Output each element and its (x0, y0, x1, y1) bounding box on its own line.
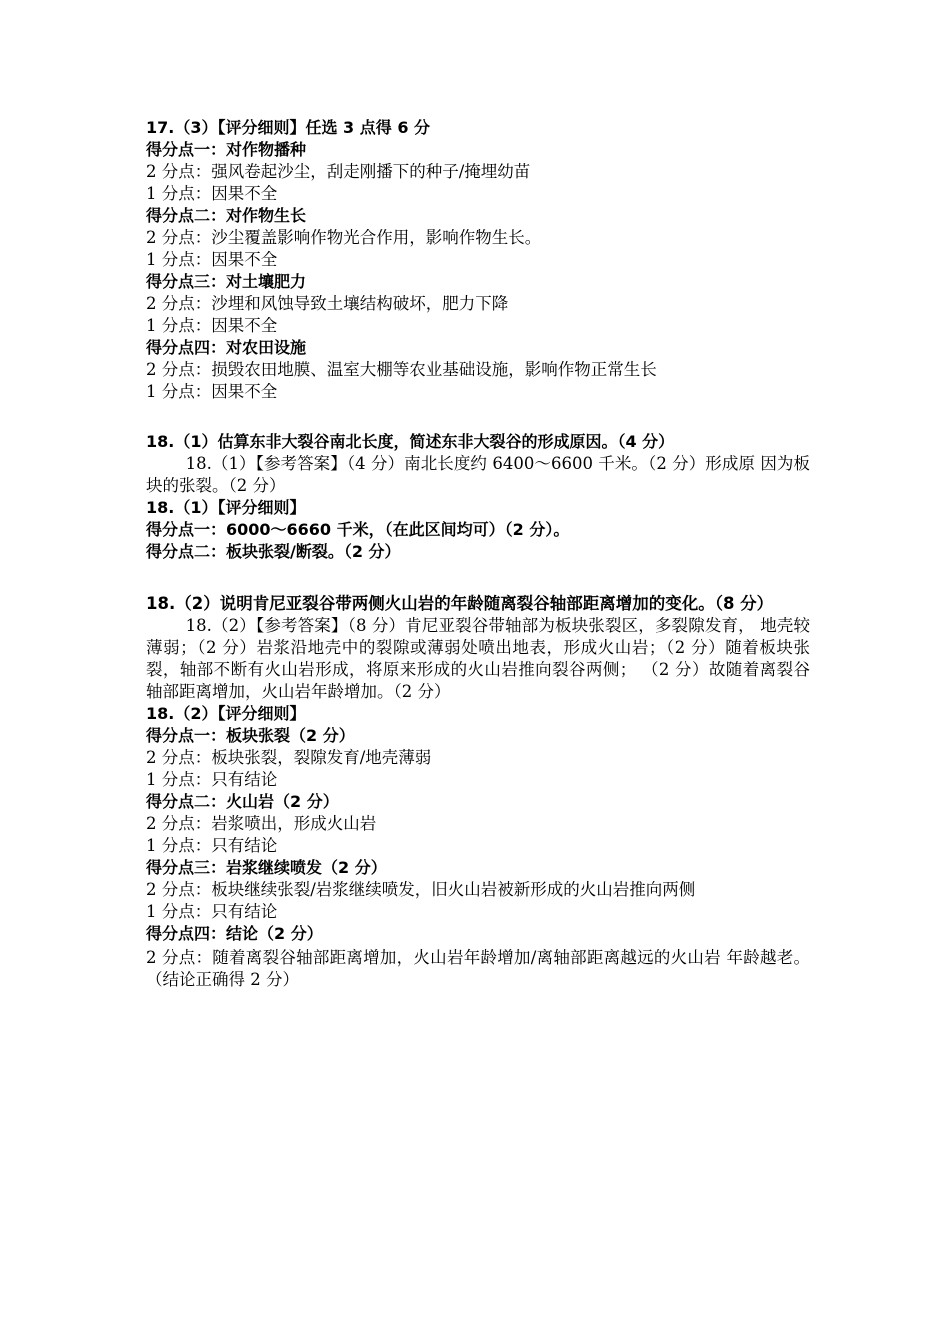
q18-2-point4-text: 2 分点：随着离裂谷轴部距离增加，火山岩年龄增加/离轴部距离越远的火山岩 年龄越老。（结论正确得 2 分） (146, 948, 810, 989)
q18-1-point1: 得分点一：6000～6660 千米，（在此区间均可）（2 分）。 (146, 520, 570, 539)
q18-2-point1-one: 1 分点：只有结论 (146, 770, 278, 789)
spacer (146, 585, 810, 593)
q18-2-point3-one: 1 分点：只有结论 (146, 902, 278, 921)
q17-point1-two: 2 分点：强风卷起沙尘，刮走刚播下的种子/掩埋幼苗 (146, 162, 531, 181)
q18-2-point3-title: 得分点三：岩浆继续喷发（2 分） (146, 858, 387, 877)
q17-point4-title: 得分点四：对农田设施 (146, 338, 307, 357)
q17-point4-one: 1 分点：因果不全 (146, 382, 278, 401)
document-page (146, 117, 810, 991)
q17-point4-two: 2 分点：损毁农田地膜、温室大棚等农业基础设施，影响作物正常生长 (146, 360, 657, 379)
q18-2-point2-one: 1 分点：只有结论 (146, 836, 278, 855)
q18-2-point2-title: 得分点二：火山岩（2 分） (146, 792, 339, 811)
q18-2-question: 18.（2）说明肯尼亚裂谷带两侧火山岩的年龄随离裂谷轴部距离增加的变化。（8 分） (146, 594, 774, 613)
q17-point1-one: 1 分点：因果不全 (146, 184, 278, 203)
q18-2-answer: 18.（2）【参考答案】（8 分）肯尼亚裂谷带轴部为板块张裂区，多裂隙发育， 地壳较薄弱；（2 分）岩浆沿地壳中的裂隙或薄弱处喷出地表，形成火山岩；（2 分）随着板块张裂，轴部不断有火山岩形成，将原来形成的火山岩推向裂谷两侧； （2 分）故随着离裂谷轴部距离增加，火山岩年龄增加。（2 分） (146, 616, 810, 701)
q18-2-point1-title: 得分点一：板块张裂（2 分） (146, 726, 355, 745)
q18-2-rubric-heading: 18.（2）【评分细则】 (146, 704, 306, 723)
q18-2-point3-two: 2 分点：板块继续张裂/岩浆继续喷发，旧火山岩被新形成的火山岩推向两侧 (146, 880, 696, 899)
spacer (146, 403, 810, 425)
spacer (146, 563, 810, 585)
q17-heading: 17.（3）【评分细则】任选 3 点得 6 分 (146, 118, 431, 137)
q18-1-answer: 18.（1）【参考答案】（4 分）南北长度约 6400～6600 千米。（2 分）形成原 因为板块的张裂。（2 分） (146, 454, 810, 495)
q17-point3-two: 2 分点：沙埋和风蚀导致土壤结构破坏，肥力下降 (146, 294, 509, 313)
q17-point3-one: 1 分点：因果不全 (146, 316, 278, 335)
q18-2-point1-two: 2 分点：板块张裂，裂隙发育/地壳薄弱 (146, 748, 432, 767)
q18-1-question: 18.（1）估算东非大裂谷南北长度，简述东非大裂谷的形成原因。（4 分） (146, 432, 675, 451)
q17-point2-two: 2 分点：沙尘覆盖影响作物光合作用，影响作物生长。 (146, 228, 542, 247)
q18-1-rubric-heading: 18.（1）【评分细则】 (146, 498, 306, 517)
q17-point3-title: 得分点三：对土壤肥力 (146, 272, 307, 291)
q18-1-point2: 得分点二：板块张裂/断裂。（2 分） (146, 542, 401, 561)
q17-point1-title: 得分点一：对作物播种 (146, 140, 307, 159)
q18-2-point2-two: 2 分点：岩浆喷出，形成火山岩 (146, 814, 377, 833)
q18-2-point4-title: 得分点四：结论（2 分） (146, 924, 323, 943)
q17-point2-title: 得分点二：对作物生长 (146, 206, 307, 225)
q17-point2-one: 1 分点：因果不全 (146, 250, 278, 269)
